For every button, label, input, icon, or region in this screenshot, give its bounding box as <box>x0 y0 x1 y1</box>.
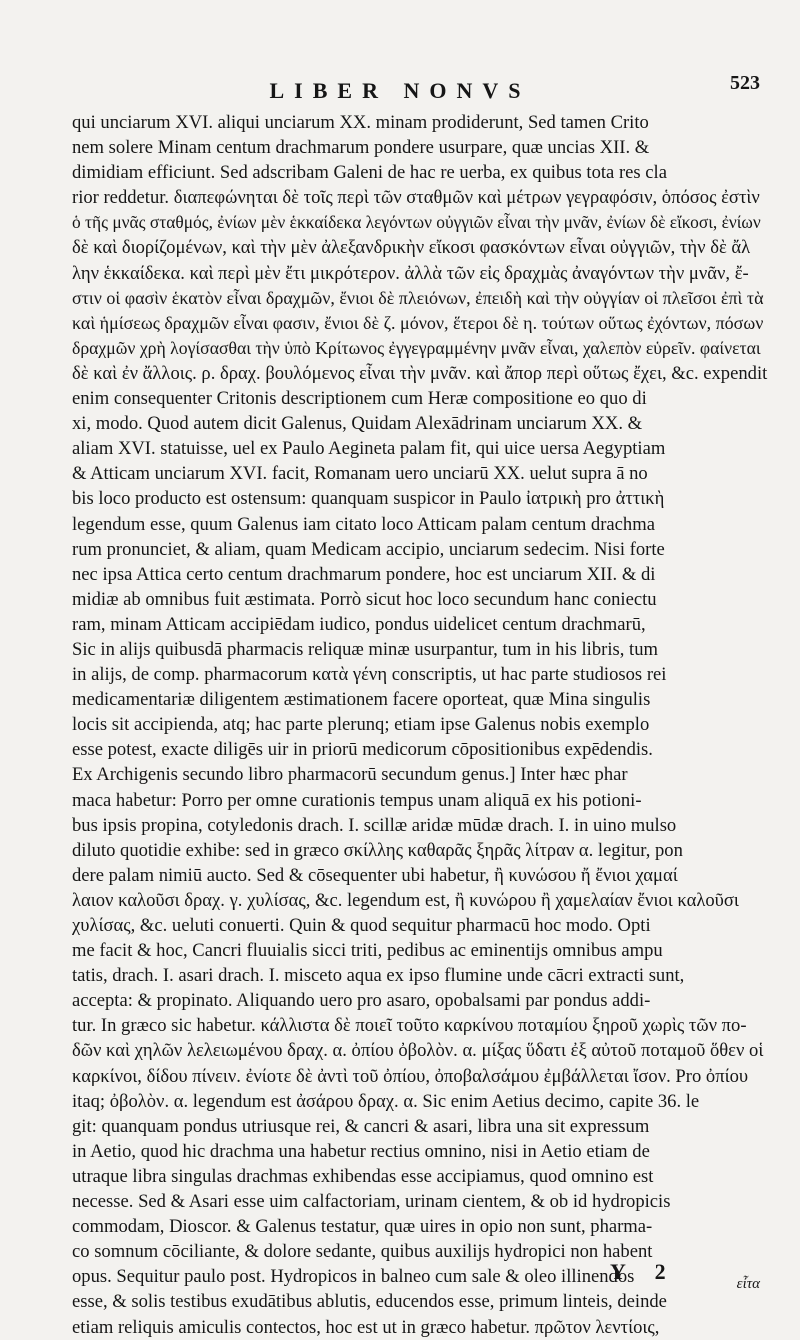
running-title: LIBER NONVS <box>269 78 531 103</box>
body-text <box>72 110 772 1340</box>
text-line: ὁ τῆς μνᾶς σταθμός, ἐνίων μὲν ἑκκαίδεκα λεγόντων οὐγγιῶν εἶναι τὴν μνᾶν, ἐνίων δὲ εἴκοσι, ἐνίων <box>72 212 761 233</box>
text-line: nec ipsa Attica certo centum drachmarum pondere, hoc est unciarum XII. & di <box>72 563 656 585</box>
text-line: rior reddetur. διαπεφώνηται δὲ τοῖς περὶ τῶν σταθμῶν καὶ μέτρων γεγραφόσιν, ὁπόσος ἐστὶν <box>72 187 760 209</box>
text-line: enim consequenter Critonis descriptionem cum Heræ compositione eo quo di <box>72 388 647 410</box>
text-line: Ex Archigenis secundo libro pharmacorū secundum genus.] Inter hæc phar <box>72 764 628 786</box>
text-line: locis sit accipienda, atq; hac parte plerunq; etiam ipse Galenus nobis exemplo <box>72 714 650 736</box>
text-line: git: quanquam pondus utriusque rei, & cancri & asari, libra una sit expressum <box>72 1115 650 1137</box>
text-line: qui unciarum XVI. aliqui unciarum XX. minam prodiderunt, Sed tamen Crito <box>72 112 649 133</box>
text-line: rum pronunciet, & aliam, quam Medicam accipio, unciarum sedecim. Nisi forte <box>72 538 665 560</box>
catchword: εἶτα <box>736 1276 760 1292</box>
text-line: δραχμῶν χρὴ λογίσασθαι τὴν ὑπὸ Κρίτωνος ἐγγεγραμμένην μνᾶν εἶναι, χαλεπὸν εὑρεῖν. φαίνεται <box>72 337 761 358</box>
text-line: itaq; ὀβολὸν. α. legendum est ἀσάρου δραχ. α. Sic enim Aetius decimo, capite 36. le <box>72 1090 700 1112</box>
text-line: commodam, Dioscor. & Galenus testatur, quæ uires in opio non sunt, pharma- <box>72 1216 653 1238</box>
text-line: maca habetur: Porro per omne curationis tempus unam aliquā ex his potioni- <box>72 789 642 811</box>
text-line: xi, modo. Quod autem dicit Galenus, Quidam Alexādrinam unciarum XX. & <box>72 413 643 435</box>
text-line: χυλίσας, &c. ueluti conuerti. Quin & quod sequitur pharmacū hoc modo. Opti <box>72 915 651 936</box>
text-line: opus. Sequitur paulo post. Hydropicos in balneo cum sale & oleo illinendos <box>72 1266 635 1288</box>
text-line: bus ipsis propina, cotyledonis drach. I. scillæ aridæ mūdæ drach. I. in uino mulso <box>72 814 677 836</box>
text-line: λην ἑκκαίδεκα. καὶ περὶ μὲν ἔτι μικρότερον. ἀλλὰ τῶν εἰς δραχμὰς ἀναγόντων τὴν μνᾶν, ἔ- <box>72 262 749 284</box>
text-line: legendum esse, quum Galenus iam citato loco Atticam palam centum drachma <box>72 513 655 535</box>
text-line: & Atticam unciarum XVI. facit, Romanam uero unciarū XX. uelut supra ā no <box>72 463 648 485</box>
text-line: esse, & solis testibus exudātibus ablutis, educendos esse, primum linteis, deinde <box>72 1291 667 1313</box>
text-line: me facit & hoc, Cancri fluuialis sicci triti, pedibus ac eminentijs omnibus ampu <box>72 940 663 962</box>
text-line: dere palam nimiū aucto. Sed & cōsequenter ubi habetur, ἢ κυνώσου ἤ ἔνιοι χαμαί <box>72 864 678 886</box>
signature-mark: Y 2 <box>610 1259 678 1284</box>
text-line: στιν οἱ φασὶν ἑκατὸν εἶναι δραχμῶν, ἔνιοι δὲ πλειόνων, ἐπειδὴ καὶ τὴν οὐγγίαν οἱ πλεῖσοι ἐπὶ τὰ <box>72 287 764 308</box>
text-line: Sic in alijs quibusdā pharmacis reliquæ minæ usurpantur, tum in his libris, tum <box>72 638 658 660</box>
text-line: co somnum cōciliante, & dolore sedante, quibus auxilijs hydropici non habent <box>72 1241 653 1263</box>
text-line: δῶν καὶ χηλῶν λελειωμένου δραχ. α. ὀπίου ὀβολὸν. α. μίξας ὕδατι ἐξ αὐτοῦ ποταμοῦ ὅθεν οἱ <box>72 1040 764 1062</box>
text-line: utraque libra singulas drachmas exhibendas esse accipiamus, quod omnino est <box>72 1165 654 1187</box>
text-line: esse potest, exacte diligēs uir in priorū medicorum cōpositionibus expēdendis. <box>72 739 653 761</box>
text-line: καρκίνοι, δίδου πίνειν. ἐνίοτε δὲ ἀντὶ τοῦ ὀπίου, ὀποβαλσάμου ἐμβάλλεται ἴσον. Pro ὀπίου <box>72 1065 749 1087</box>
text-line: midiæ ab omnibus fuit æstimata. Porrò sicut hoc loco secundum hanc coniectu <box>72 588 657 610</box>
text-line: dimidiam efficiunt. Sed adscribam Galeni de hac re uerba, ex quibus tota res cla <box>72 162 667 184</box>
text-line: λαιον καλοῦσι δραχ. γ. χυλίσας, &c. legendum est, ἢ κυνώρου ἢ χαμελαίαν ἔνιοι καλοῦσι <box>72 889 739 911</box>
text-line: tatis, drach. I. asari drach. I. misceto aqua ex ipso flumine unde cācri extracti sunt, <box>72 965 685 987</box>
text-line: aliam XVI. statuisse, uel ex Paulo Aegineta palam fit, qui uice uersa Aegyptiam <box>72 438 666 460</box>
text-line: ram, minam Atticam accipiēdam iudico, pondus uidelicet centum drachmarū, <box>72 613 646 635</box>
text-line: in Aetio, quod hic drachma una habetur rectius omnino, nisi in Aetio etiam de <box>72 1140 650 1162</box>
page-number: 523 <box>730 72 760 94</box>
text-line: tur. In græco sic habetur. κάλλιστα δὲ ποιεῖ τοῦτο καρκίνου ποταμίου ξηροῦ χωρὶς τῶν πο- <box>72 1015 747 1037</box>
text-line: nem solere Minam centum drachmarum pondere usurpare, quæ uncias XII. & <box>72 137 650 159</box>
text-line: καὶ ἡμίσεως δραχμῶν εἶναι φασιν, ἔνιοι δὲ ζ. μόνον, ἕτεροι δὲ η. τούτων οὕτως ἐχόντων, πόσων <box>72 312 764 333</box>
text-line: diluto quotidie exhibe: sed in græco σκίλλης καθαρᾶς ξηρᾶς λίτραν α. legitur, pon <box>72 839 683 861</box>
text-line: bis loco producto est ostensum: quanquam suspicor in Paulo ἰατρικὴ pro ἀττικὴ <box>72 488 665 510</box>
text-line: etiam reliquis amiculis contectos, hoc est ut in græco habetur. πρῶτον λεντίοις, <box>72 1316 660 1338</box>
text-line: necesse. Sed & Asari esse uim calfactoriam, urinam cientem, & ob id hydropicis <box>72 1191 671 1213</box>
text-line: in alijs, de comp. pharmacorum κατὰ γένη conscriptis, ut hac parte studiosos rei <box>72 664 667 686</box>
text-line: medicamentariæ diligentem æstimationem facere oporteat, quæ Mina singulis <box>72 689 651 711</box>
text-line: δὲ καὶ διορίζομένων, καὶ τὴν μὲν ἀλεξανδρικὴν εἴκοσι φασκόντων εἶναι οὐγγιῶν, τὴν δὲ ἄλ <box>72 237 751 259</box>
text-line: δὲ καὶ ἐν ἄλλοις. ρ. δραχ. βουλόμενος εἶναι τὴν μνᾶν. καὶ ἄπορ περὶ οὕτως ἔχει, &c. expendit <box>72 362 768 384</box>
text-line: accepta: & propinato. Aliquando uero pro asaro, opobalsami par pondus addi- <box>72 990 651 1012</box>
